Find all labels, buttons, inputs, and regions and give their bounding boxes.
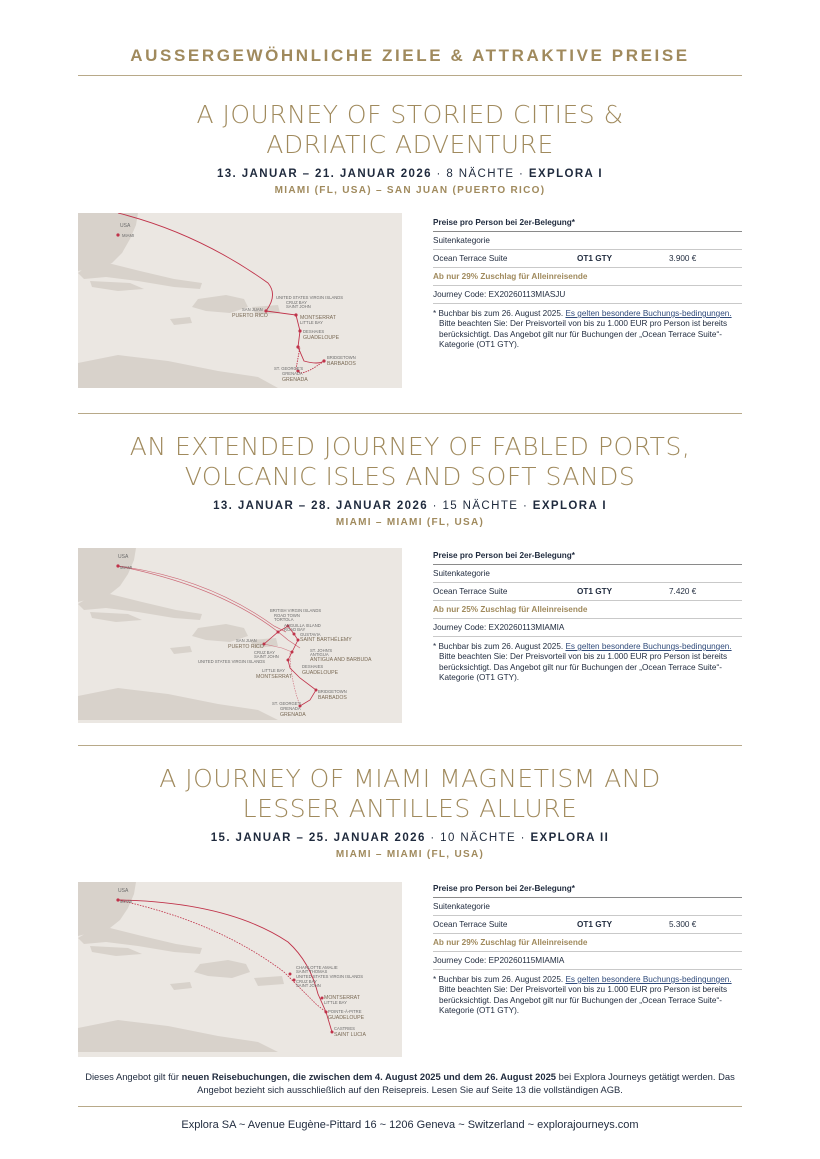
booking-note (433, 309, 742, 351)
offer-title-line-2: VOLCANIC ISLES AND SOFT SANDS (184, 462, 636, 491)
map-label: ANGUILLA ISLAND (284, 623, 321, 628)
route: MIAMI – MIAMI (FL, USA) (335, 517, 485, 528)
map-graphic-2 (78, 548, 402, 720)
map-label: USA (118, 888, 129, 894)
map-label: CHARLOTTE AMALIE (296, 965, 338, 970)
price-table-1 (433, 218, 742, 351)
map-label: SAINT LUCIA (334, 1032, 366, 1038)
map-label: SAINT BARTHÉLEMY (300, 637, 352, 643)
map-label: BRIDGETOWN (318, 689, 347, 694)
map-label: SAINT THOMAS (296, 969, 328, 974)
offer-title-line-1: A JOURNEY OF MIAMI MAGNETISM AND (159, 764, 661, 793)
suite-name: Ocean Terrace Suite (433, 254, 508, 263)
map-label: UNITED STATES VIRGIN ISLANDS (276, 295, 344, 300)
map-label: PUERTO RICO (232, 313, 268, 319)
offer-dates: 15. JANUAR – 25. JANUAR 2026 · 10 NÄCHTE · EXPLORA II (210, 832, 610, 844)
note-text: Bitte beachten Sie: Der Preisvorteil von bis zu 1.000 EUR pro Person ist bereits berücksichtigt. Das Angebot gilt nur für Buchungen der „Ocean Terrace Suite“-Kategorie (OT1 GTY). (439, 985, 728, 1016)
map-label: SAINT JOHN (254, 654, 279, 659)
map-label: GUADELOUPE (303, 335, 340, 341)
offer-title-line-2: LESSER ANTILLES ALLURE (242, 794, 578, 823)
divider (78, 413, 742, 414)
map-label: SAN JUAN (236, 638, 257, 643)
nights: 10 NÄCHTE (440, 832, 517, 844)
map-label: ROAD BAY (284, 627, 306, 632)
offer-title-line-1: A JOURNEY OF STORIED CITIES & (196, 100, 624, 129)
divider (78, 75, 742, 76)
booking-note (433, 975, 742, 1017)
note-text: * Buchbar bis zum 26. August 2025. (433, 642, 566, 651)
map-graphic-1 (78, 213, 402, 388)
map-label: GRENADA (280, 712, 306, 718)
map-label: MIAMI (120, 565, 133, 570)
single-supplement: Ab nur 25% Zuschlag für Alleinreisende (433, 601, 742, 619)
note-text: * Buchbar bis zum 26. August 2025. (433, 309, 566, 318)
map-label: DESHAIES (303, 329, 325, 334)
route-map-1 (78, 213, 402, 388)
map-label: MONTSERRAT (256, 674, 292, 680)
map-label: BRIDGETOWN (327, 355, 356, 360)
map-label: USA (120, 223, 131, 229)
suite-price: 7.420 € (669, 587, 697, 596)
suite-row (433, 250, 742, 268)
map-label: LITTLE BAY (300, 320, 323, 325)
date-range: 13. JANUAR – 28. JANUAR 2026 (213, 500, 429, 512)
map-label: ANTIGUA AND BARBUDA (310, 657, 372, 663)
map-label: MIAMI (120, 899, 133, 904)
offer-dates: 13. JANUAR – 28. JANUAR 2026 · 15 NÄCHTE · EXPLORA I (213, 500, 607, 512)
map-label: BARBADOS (318, 695, 347, 701)
offer-title (78, 764, 742, 824)
map-label: CASTRIES (334, 1026, 355, 1031)
date-range: 15. JANUAR – 25. JANUAR 2026 (210, 832, 426, 844)
route-map-3 (78, 882, 402, 1057)
price-table-2 (433, 551, 742, 684)
suite-code: OT1 GTY (577, 920, 613, 929)
map-label: TORTOLA (274, 617, 294, 622)
booking-note (433, 642, 742, 684)
nights: 15 NÄCHTE (442, 500, 519, 512)
disclaimer-bold: neuen Reisebuchungen, die zwischen dem 4. August 2025 und dem 26. August 2025 (181, 1071, 557, 1082)
map-label: POINTE-À-PITRE (328, 1009, 362, 1014)
note-text: * Buchbar bis zum 26. August 2025. (433, 975, 566, 984)
map-label: BARBADOS (327, 361, 356, 367)
map-graphic-3 (78, 882, 402, 1052)
route-map-2 (78, 548, 402, 723)
map-label: GRENADA (280, 706, 301, 711)
offer-3 (78, 764, 742, 860)
route: MIAMI – MIAMI (FL, USA) (335, 849, 485, 860)
map-label: GRENADA (282, 371, 303, 376)
map-label: MIAMI (122, 233, 135, 238)
map-label: CRUZ BAY (286, 300, 307, 305)
single-supplement: Ab nur 29% Zuschlag für Alleinreisende (433, 934, 742, 952)
map-label: LITTLE BAY (324, 1000, 347, 1005)
route: MIAMI (FL, USA) – SAN JUAN (PUERTO RICO) (274, 185, 546, 196)
journey-code: Journey Code: EX20260113MIASJU (433, 286, 742, 304)
offer-title-line-1: AN EXTENDED JOURNEY OF FABLED PORTS, (129, 432, 691, 461)
date-range: 13. JANUAR – 21. JANUAR 2026 (216, 168, 432, 180)
map-label: MONTSERRAT (300, 315, 336, 321)
disclaimer-text: bei Explora Journeys getätigt werden. Das Angebot bezieht sich ausschließlich auf den Reisepreis. Lesen Sie auf Seite 13 die vollständigen AGB. (197, 1071, 735, 1095)
offer-2 (78, 432, 742, 528)
suite-code: OT1 GTY (577, 254, 613, 263)
company-footer: Explora SA ~ Avenue Eugène-Pittard 16 ~ 1206 Geneva ~ Switzerland ~ explorajourneys.com (181, 1119, 639, 1131)
map-label: ST. GEORGE'S (274, 366, 304, 371)
map-label: UNITED STATES VIRGIN ISLANDS (198, 659, 266, 664)
map-label: PUERTO RICO (228, 644, 264, 650)
suite-price: 3.900 € (669, 254, 697, 263)
category-label: Suitenkategorie (433, 236, 490, 245)
category-label: Suitenkategorie (433, 569, 490, 578)
booking-conditions-link[interactable]: Es gelten besondere Buchungs-bedingungen. (565, 642, 732, 651)
journey-code: Journey Code: EP20260115MIAMIA (433, 952, 742, 970)
divider (78, 1106, 742, 1107)
map-label: GUADELOUPE (302, 670, 339, 676)
map-label: SAN JUAN (242, 307, 263, 312)
map-label: DESHAIES (302, 664, 324, 669)
booking-conditions-link[interactable]: Es gelten besondere Buchungs-bedingungen. (565, 309, 732, 318)
page-title: AUSSERGEWÖHNLICHE ZIELE & ATTRAKTIVE PREISE (130, 46, 690, 65)
divider (78, 745, 742, 746)
map-label: CRUZ BAY (296, 979, 317, 984)
ship-name: EXPLORA I (532, 500, 607, 512)
booking-conditions-link[interactable]: Es gelten besondere Buchungs-bedingungen. (565, 975, 732, 984)
suite-price: 5.300 € (669, 920, 697, 929)
offer-title (78, 432, 742, 492)
suite-code: OT1 GTY (577, 587, 613, 596)
offer-dates: 13. JANUAR – 21. JANUAR 2026 · 8 NÄCHTE · EXPLORA I (216, 168, 604, 180)
map-label: ST. JOHN'S (310, 648, 333, 653)
map-label: ST. GEORGE'S (272, 701, 302, 706)
ship-name: EXPLORA I (528, 168, 604, 180)
ship-name: EXPLORA II (530, 832, 610, 844)
suite-row (433, 916, 742, 934)
map-label: ANTIGUA (310, 652, 329, 657)
single-supplement: Ab nur 29% Zuschlag für Alleinreisende (433, 268, 742, 286)
map-label: BRITISH VIRGIN ISLANDS (270, 608, 322, 613)
offer-title-line-2: ADRIATIC ADVENTURE (266, 130, 554, 159)
map-label: GUADELOUPE (328, 1015, 365, 1021)
disclaimer-text: Dieses Angebot gilt für (85, 1071, 182, 1082)
map-label: USA (118, 554, 129, 560)
map-label: GUSTAVIA (300, 632, 321, 637)
offer-1 (78, 100, 742, 196)
note-text: Bitte beachten Sie: Der Preisvorteil von bis zu 1.000 EUR pro Person ist bereits berücksichtigt. Das Angebot gilt nur für Buchungen der „Ocean Terrace Suite“-Kategorie (OT1 GTY). (439, 319, 728, 350)
offer-disclaimer (78, 1070, 742, 1096)
suite-row (433, 583, 742, 601)
nights: 8 NÄCHTE (446, 168, 515, 180)
map-label: CRUZ BAY (254, 650, 275, 655)
category-label: Suitenkategorie (433, 902, 490, 911)
price-table-3 (433, 884, 742, 1017)
category-row (433, 565, 742, 583)
note-text: Bitte beachten Sie: Der Preisvorteil von bis zu 1.000 EUR pro Person ist bereits berücksichtigt. Das Angebot gilt nur für Buchungen der „Ocean Terrace Suite“-Kategorie (OT1 GTY). (439, 652, 728, 683)
map-label: UNITED STATES VIRGIN ISLANDS (296, 974, 364, 979)
journey-code: Journey Code: EX20260113MIAMIA (433, 619, 742, 637)
map-label: SAINT JOHN (296, 983, 321, 988)
map-label: MONTSERRAT (324, 995, 360, 1001)
price-heading: Preise pro Person bei 2er-Belegung* (433, 218, 742, 232)
map-label: ROAD TOWN (274, 613, 300, 618)
map-label: LITTLE BAY (262, 668, 285, 673)
price-heading: Preise pro Person bei 2er-Belegung* (433, 884, 742, 898)
page-header (78, 46, 742, 66)
offer-title (78, 100, 742, 160)
price-heading: Preise pro Person bei 2er-Belegung* (433, 551, 742, 565)
suite-name: Ocean Terrace Suite (433, 920, 508, 929)
category-row (433, 898, 742, 916)
map-label: SAINT JOHN (286, 304, 311, 309)
category-row (433, 232, 742, 250)
map-label: GRENADA (282, 377, 308, 383)
suite-name: Ocean Terrace Suite (433, 587, 508, 596)
